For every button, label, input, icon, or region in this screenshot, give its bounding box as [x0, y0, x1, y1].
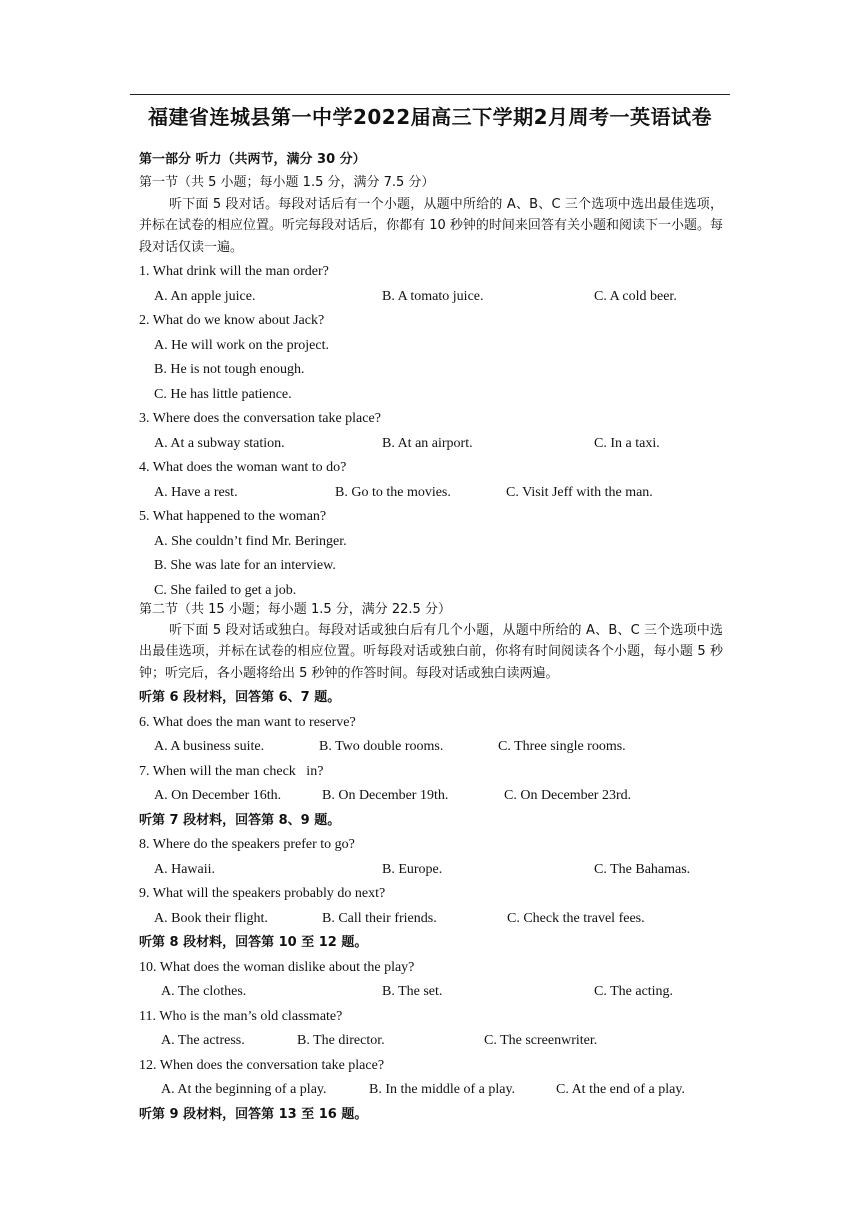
q8-option-b: B. Europe.	[382, 861, 443, 877]
question-1-options	[139, 285, 723, 310]
section2-instructions: 听下面 5 段对话或独白。每段对话或独白后有几个小题，从题中所给的 A、B、C 三个选项中选出最佳选项，并标在试卷的相应位置。听每段对话或独白前，你将有时间阅读各个小题，每小题 5 秒钟；听完后，各小题将给出 5 秒钟的作答时间。每段对话或独白读两遍。	[139, 622, 723, 681]
q12-option-a: A. At the beginning of a play.	[161, 1082, 327, 1097]
exam-title: 福建省连城县第一中学2022届高三下学期2月周考一英语试卷	[147, 105, 713, 129]
question-8-stem: 8. Where do the speakers prefer to go?	[139, 837, 355, 852]
section1-heading: 第一节（共 5 小题；每小题 1.5 分，满分 7.5 分）	[139, 174, 435, 190]
question-7-options	[139, 784, 723, 809]
question-9-options	[139, 907, 723, 932]
q3-option-a: A. At a subway station.	[154, 435, 285, 451]
q10-option-a: A. The clothes.	[161, 984, 247, 999]
q2-option-a	[139, 334, 723, 359]
question-4-options	[139, 481, 723, 506]
material-9-heading: 听第 9 段材料，回答第 13 至 16 题。	[139, 1106, 368, 1122]
q5-option-a	[139, 530, 723, 555]
q4-option-c: C. Visit Jeff with the man.	[506, 484, 653, 500]
material-8-heading: 听第 8 段材料，回答第 10 至 12 题。	[139, 935, 368, 950]
exam-content	[139, 148, 723, 1127]
question-3-options	[139, 432, 723, 457]
question-5-stem: 5. What happened to the woman?	[139, 509, 327, 524]
q4-option-b: B. Go to the movies.	[335, 484, 451, 500]
q1-option-b: B. A tomato juice.	[382, 288, 484, 304]
q2-option-c	[139, 383, 723, 408]
q6-option-b: B. Two double rooms.	[319, 739, 444, 754]
q6-option-a: A. A business suite.	[154, 739, 265, 754]
q2-option-b	[139, 358, 723, 383]
question-9-stem: 9. What will the speakers probably do next?	[139, 886, 386, 901]
q8-option-c: C. The Bahamas.	[594, 861, 691, 877]
q12-option-b: B. In the middle of a play.	[369, 1082, 516, 1097]
q1-option-a: A. An apple juice.	[154, 288, 256, 304]
section2-heading: 第二节（共 15 小题；每小题 1.5 分，满分 22.5 分）	[139, 601, 451, 617]
q9-option-c: C. Check the travel fees.	[507, 910, 645, 926]
q9-option-b: B. Call their friends.	[322, 910, 437, 926]
question-3-stem: 3. Where does the conversation take place?	[139, 411, 381, 426]
q5-option-b-text: B. She was late for an interview.	[154, 558, 336, 573]
q2-option-b-text: B. He is not tough enough.	[154, 362, 305, 377]
q2-option-c-text: C. He has little patience.	[154, 386, 292, 402]
q4-option-a: A. Have a rest.	[154, 484, 238, 500]
q7-option-c: C. On December 23rd.	[504, 788, 632, 803]
q10-option-c: C. The acting.	[594, 984, 674, 999]
question-6-stem: 6. What does the man want to reserve?	[139, 714, 356, 730]
q7-option-b: B. On December 19th.	[322, 788, 449, 803]
q3-option-c: C. In a taxi.	[594, 435, 660, 451]
material-7-heading: 听第 7 段材料，回答第 8、9 题。	[139, 812, 341, 828]
question-2-stem: 2. What do we know about Jack?	[139, 313, 325, 328]
q3-option-b: B. At an airport.	[382, 435, 473, 451]
part1-heading: 第一部分 听力（共两节，满分 30 分）	[139, 152, 366, 167]
q6-option-c: C. Three single rooms.	[498, 739, 626, 754]
question-12-stem: 12. When does the conversation take place?	[139, 1057, 385, 1073]
question-10-stem: 10. What does the woman dislike about the play?	[139, 959, 415, 975]
q1-option-c: C. A cold beer.	[594, 288, 677, 304]
question-12-options	[139, 1078, 723, 1103]
q5-option-b	[139, 554, 723, 579]
question-11-options	[139, 1029, 723, 1054]
question-10-options	[139, 980, 723, 1005]
q11-option-c: C. The screenwriter.	[484, 1033, 598, 1048]
q10-option-b: B. The set.	[382, 984, 443, 999]
section1-instructions: 听下面 5 段对话。每段对话后有一个小题，从题中所给的 A、B、C 三个选项中选出最佳选项， 并标在试卷的相应位置。听完每段对话后，你都有 10 秒钟的时间来回答有关小题和阅读下一小题。每段对话仅读一遍。	[139, 196, 723, 255]
question-11-stem: 11. Who is the man’s old classmate?	[139, 1008, 343, 1024]
q11-option-a: A. The actress.	[161, 1033, 245, 1048]
q5-option-c	[139, 579, 723, 599]
question-7-stem: 7. When will the man check in?	[139, 763, 324, 779]
q7-option-a: A. On December 16th.	[154, 788, 282, 803]
q5-option-c-text: C. She failed to get a job.	[154, 582, 297, 598]
q12-option-c: C. At the end of a play.	[556, 1082, 685, 1097]
q11-option-b: B. The director.	[297, 1033, 385, 1048]
material-6-heading: 听第 6 段材料，回答第 6、7 题。	[139, 690, 341, 705]
question-4-stem: 4. What does the woman want to do?	[139, 460, 347, 475]
q2-option-a-text: A. He will work on the project.	[154, 337, 329, 353]
header-rule	[130, 94, 730, 95]
q9-option-a: A. Book their flight.	[154, 910, 268, 926]
q8-option-a: A. Hawaii.	[154, 861, 216, 877]
q5-option-a-text: A. She couldn’t find Mr. Beringer.	[154, 533, 347, 549]
question-8-options	[139, 858, 723, 883]
question-1-stem: 1. What drink will the man order?	[139, 264, 329, 279]
question-6-options	[139, 735, 723, 760]
